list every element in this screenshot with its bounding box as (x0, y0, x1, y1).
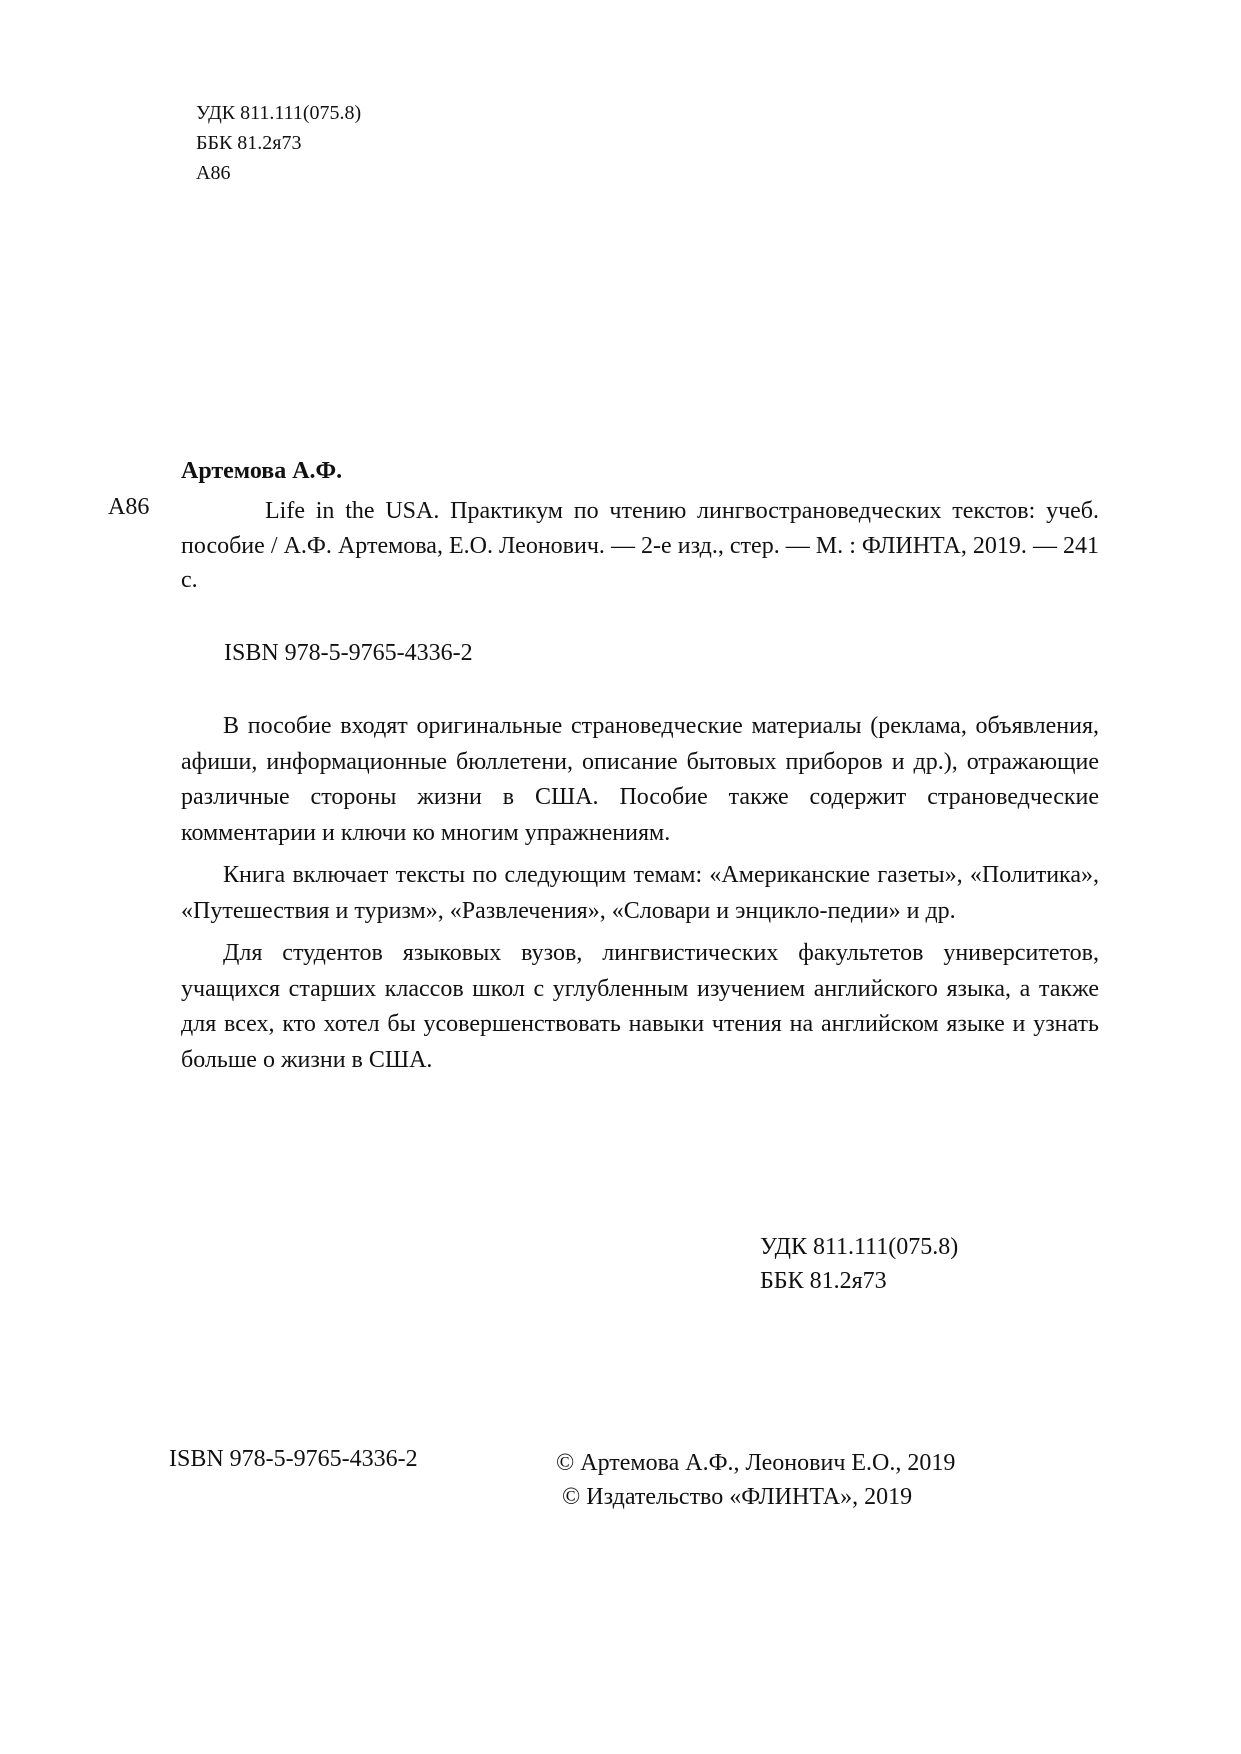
annotation-paragraph: В пособие входят оригинальные страноведческие материалы (реклама, объявления, афиши, информационные бюллетени, описание бытовых приборов и др.), отражающие различные стороны жизни в США. Пособие также содержит страноведческие комментарии и ключи ко многим упражнениям. (181, 713, 1099, 846)
top-bbk-code: ББК 81.2я73 (196, 132, 302, 154)
bottom-classification-block (760, 1230, 958, 1298)
author-heading: Артемова А.Ф. (181, 458, 343, 484)
footer-isbn: ISBN 978-5-9765-4336-2 (169, 1446, 418, 1472)
annotation-paragraph: Книга включает тексты по следующим темам: «Американские газеты», «Политика», «Путешествия и туризм», «Развлечения», «Словари и энцикло-педии» и др. (181, 862, 1099, 924)
annotation-paragraph: Для студентов языковых вузов, лингвистических факультетов университетов, учащихся старших классов школ с углубленным изучением английского языка, а также для всех, кто хотел бы усовершенствовать навыки чтения на английском языке и узнать больше о жизни в США. (181, 940, 1099, 1073)
bottom-bbk-code: ББК 81.2я73 (760, 1268, 887, 1294)
bottom-udk-code: УДК 811.111(075.8) (760, 1234, 959, 1260)
annotation-block (181, 709, 1099, 1085)
top-cutter-code: А86 (196, 162, 231, 184)
isbn-line: ISBN 978-5-9765-4336-2 (224, 640, 473, 666)
top-udk-code: УДК 811.111(075.8) (196, 102, 362, 124)
copyright-block (556, 1446, 955, 1514)
copyright-authors: © Артемова А.Ф., Леонович Е.О., 2019 (556, 1450, 956, 1476)
top-classification-block (196, 98, 361, 188)
copyright-publisher: © Издательство «ФЛИНТА», 2019 (562, 1484, 913, 1510)
cutter-mark: А86 (108, 494, 150, 520)
bibliographic-entry: Life in the USA. Практикум по чтению лингвострановедческих текстов: учеб. пособие / А.Ф. Артемова, Е.О. Леонович. — 2-е изд., стер. — М. : ФЛИНТА, 2019. — 241 с. (181, 498, 1099, 593)
